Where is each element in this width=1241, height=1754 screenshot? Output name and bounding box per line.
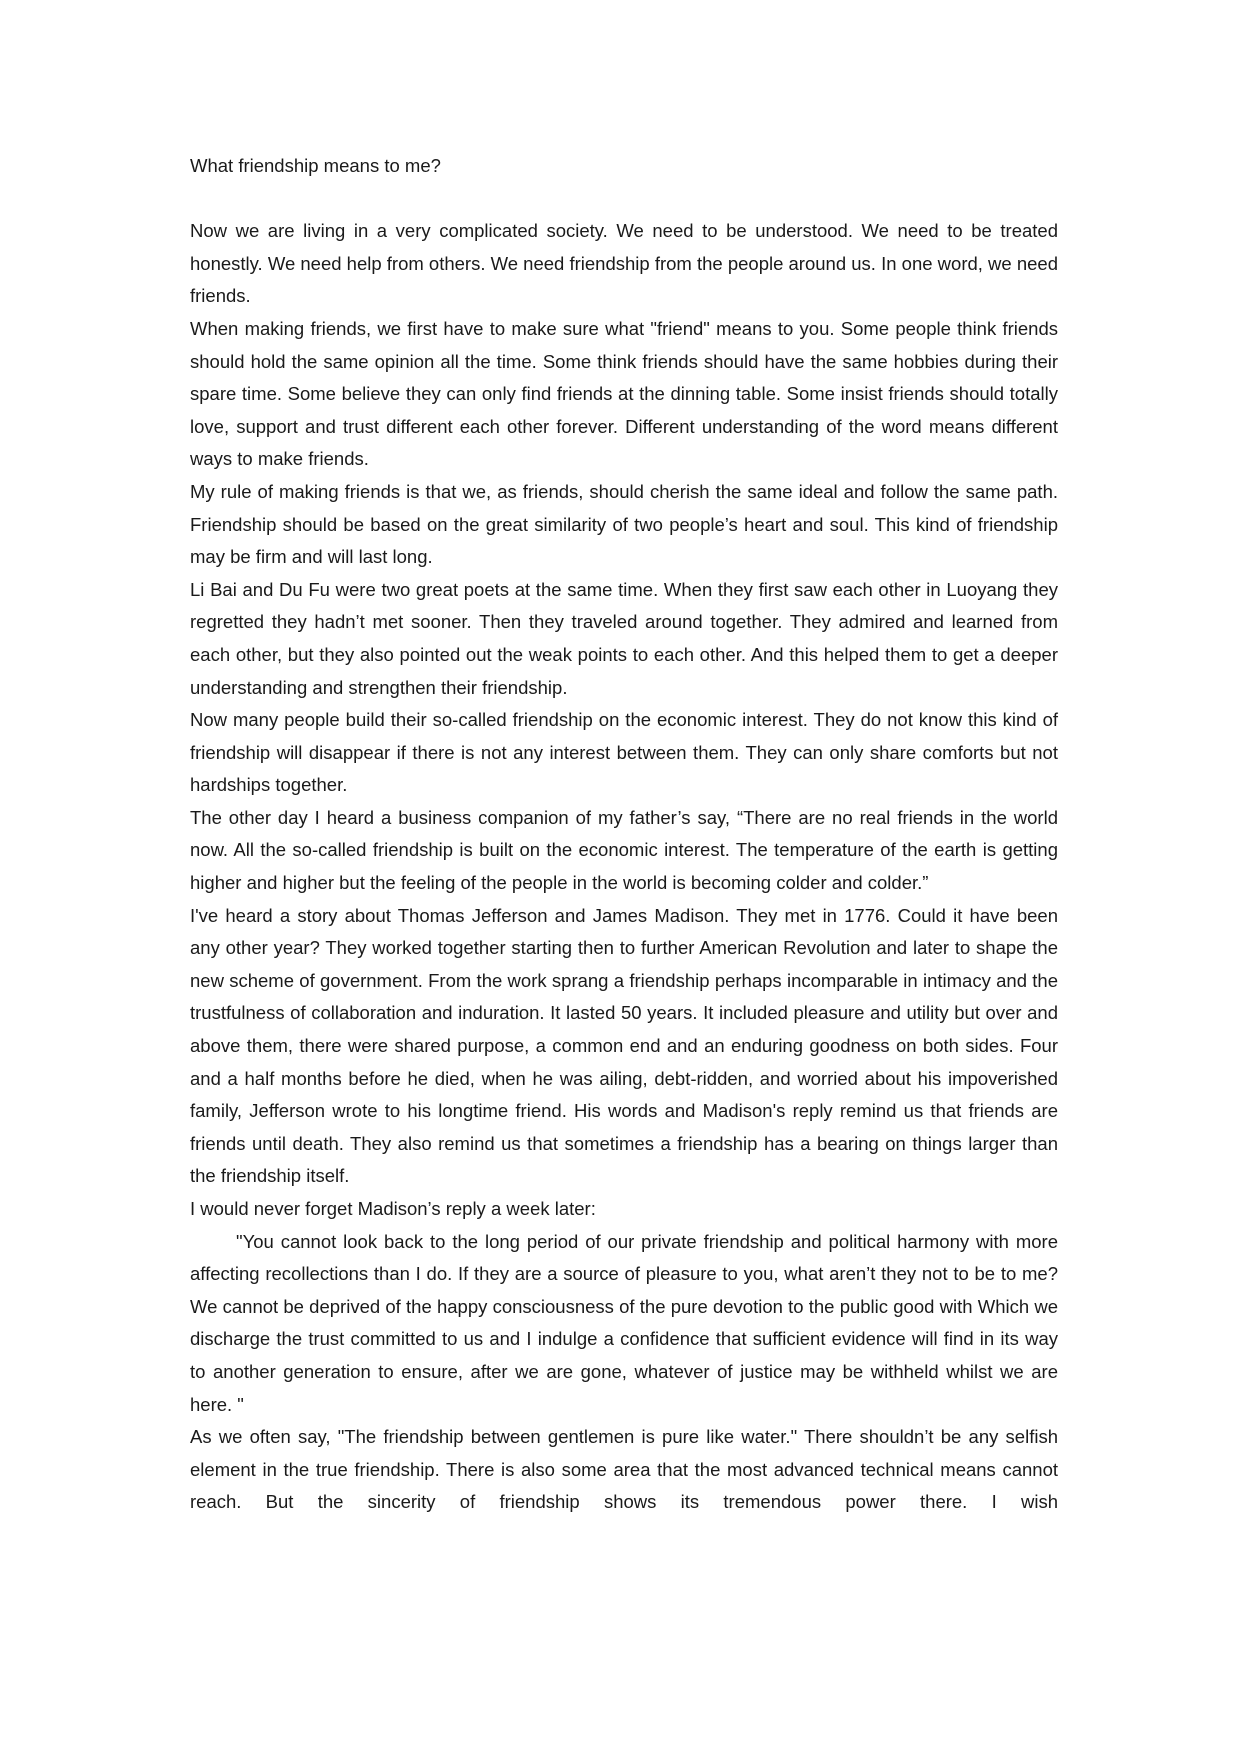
paragraph-intro: Now we are living in a very complicated society. We need to be understood. We need to be treated honestly. We need help from others. We need friendship from the people around us. In one word, we need friends.	[190, 220, 1058, 307]
document-body	[190, 150, 1058, 1519]
madison-quote: "You cannot look back to the long period of our private friendship and political harmony with more affecting recollections than I do. If they are a source of pleasure to you, what aren’t they not to be to me? We cannot be deprived of the happy consciousness of the pure devotion to the public good with Which we discharge the trust committed to us and I indulge a confidence that sufficient evidence will find in its way to another generation to ensure, after we are gone, whatever of justice may be withheld whilst we are here. "	[190, 1230, 1058, 1415]
paragraph-business-companion: The other day I heard a business companion of my father’s say, “There are no real friends in the world now. All the so-called friendship is built on the economic interest. The temperature of the earth is getting higher and higher but the feeling of the people in the world is becoming colder and colder.”	[190, 806, 1058, 894]
paragraph-my-rule: My rule of making friends is that we, as friends, should cherish the same ideal and follow the same path. Friendship should be based on the great similarity of two people’s heart and soul. This kind of friendship may be firm and will last long.	[190, 480, 1058, 568]
paragraph-li-bai-du-fu: Li Bai and Du Fu were two great poets at the same time. When they first saw each other in Luoyang they regretted they hadn’t met sooner. Then they traveled around together. They admired and learned from each other, but they also pointed out the weak points to each other. And this helped them to get a deeper understanding and strengthen their friendship.	[190, 578, 1058, 698]
paragraph-making-friends: When making friends, we first have to make sure what "friend" means to you. Some people think friends should hold the same opinion all the time. Some think friends should have the same hobbies during their spare time. Some believe they can only find friends at the dinning table. Some insist friends should totally love, support and trust different each other forever. Different understanding of the word means different ways to make friends.	[190, 317, 1058, 470]
paragraph-jefferson-madison: I've heard a story about Thomas Jefferson and James Madison. They met in 1776. Could it have been any other year? They worked together starting then to further American Revolution and later to shape the new scheme of government. From the work sprang a friendship perhaps incomparable in intimacy and the trustfulness of collaboration and induration. It lasted 50 years. It included pleasure and utility but over and above them, there were shared purpose, a common end and an enduring goodness on both sides. Four and a half months before he died, when he was ailing, debt-ridden, and worried about his impoverished family, Jefferson wrote to his longtime friend. His words and Madison's reply remind us that friends are friends until death. They also remind us that sometimes a friendship has a bearing on things larger than the friendship itself.	[190, 904, 1058, 1187]
document-title: What friendship means to me?	[190, 155, 441, 176]
paragraph-closing: As we often say, "The friendship between gentlemen is pure like water." There shouldn’t be any selfish element in the true friendship. There is also some area that the most advanced technical means cannot reach. But the sincerity of friendship shows its tremendous power there. I wish	[190, 1426, 1058, 1513]
paragraph-economic-interest: Now many people build their so-called friendship on the economic interest. They do not know this kind of friendship will disappear if there is not any interest between them. They can only share comforts but not hardships together.	[190, 709, 1058, 796]
paragraph-madison-reply-intro: I would never forget Madison’s reply a week later:	[190, 1198, 596, 1219]
